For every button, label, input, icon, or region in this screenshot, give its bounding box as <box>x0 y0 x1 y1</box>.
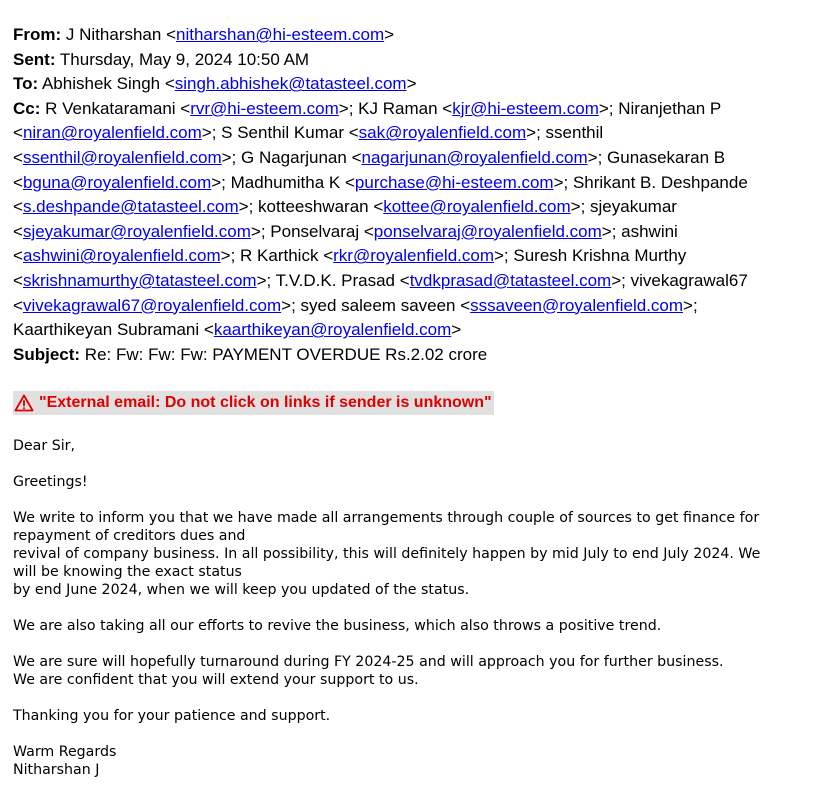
from-email-link[interactable]: nitharshan@hi-esteem.com <box>176 25 385 44</box>
cc-line: <skrishnamurthy@tatasteel.com>; T.V.D.K. Prasad <tvdkprasad@tatasteel.com>; vivekagrawal67 <box>13 270 748 290</box>
body-line: We write to inform you that we have made all arrangements through couple of sources to get finance for <box>13 510 760 526</box>
cc-email-link[interactable]: sjeyakumar@royalenfield.com <box>22 221 251 241</box>
cc-email-link[interactable]: rvr@hi-esteem.com <box>190 98 339 118</box>
cc-email-link[interactable]: niran@royalenfield.com <box>22 123 202 143</box>
sent-value: Thursday, May 9, 2024 10:50 AM <box>59 49 310 69</box>
sent-label: Sent: <box>13 49 56 69</box>
paragraph-revive: We are also taking all our efforts to revive the business, which also throws a positive trend. <box>13 618 662 634</box>
cc-email-link[interactable]: purchase@hi-esteem.com <box>354 172 554 192</box>
cc-line: Kaarthikeyan Subramani <kaarthikeyan@royalenfield.com> <box>13 320 462 340</box>
subject-line <box>13 343 818 368</box>
subject-label: Subject: <box>13 344 81 364</box>
cc-email-link[interactable]: rkr@royalenfield.com <box>333 246 494 266</box>
body-line: repayment of creditors dues and <box>13 528 246 544</box>
from-name: J Nitharshan <box>65 25 167 44</box>
cc-name: R Venkataramani <box>45 98 181 118</box>
cc-name: vivekagrawal67 <box>630 270 748 290</box>
cc-line: <ashwini@royalenfield.com>; R Karthick <rkr@royalenfield.com>; Suresh Krishna Murthy <box>13 246 687 266</box>
signature: Nitharshan J <box>13 762 100 778</box>
cc-email-link[interactable]: tvdkprasad@tatasteel.com <box>409 270 612 290</box>
body-line: by end June 2024, when we will keep you updated of the status. <box>13 582 470 598</box>
cc-name: Kaarthikeyan Subramani <box>13 320 204 340</box>
cc-name: Gunasekaran B <box>607 147 726 167</box>
subject-value: Re: Fw: Fw: Fw: PAYMENT OVERDUE Rs.2.02 crore <box>84 344 488 364</box>
cc-name: KJ Raman <box>358 98 443 118</box>
cc-email-link[interactable]: kaarthikeyan@royalenfield.com <box>213 320 452 340</box>
cc-label: Cc: <box>13 98 41 118</box>
cc-name: T.V.D.K. Prasad <box>275 270 400 290</box>
cc-line: <niran@royalenfield.com>; S Senthil Kumar <sak@royalenfield.com>; ssenthil <box>13 123 604 143</box>
to-email-link[interactable]: singh.abhishek@tatasteel.com <box>174 74 407 94</box>
to-label: To: <box>13 74 39 94</box>
body-line: will be knowing the exact status <box>13 564 242 580</box>
cc-email-link[interactable]: kjr@hi-esteem.com <box>452 98 599 118</box>
cc-name: Niranjethan P <box>618 98 722 118</box>
cc-line: <s.deshpande@tatasteel.com>; kotteeshwaran <kottee@royalenfield.com>; sjeyakumar <box>13 197 677 217</box>
body-line: revival of company business. In all possibility, this will definitely happen by mid July to end July 2024. We <box>13 546 761 562</box>
cc-name: sjeyakumar <box>590 197 677 217</box>
to-line: To: Abhishek Singh <singh.abhishek@tatasteel.com> <box>13 74 417 94</box>
cc-name: ashwini <box>621 221 678 241</box>
warning-text: "External email: Do not click on links if sender is unknown" <box>39 394 492 411</box>
body-line: We are confident that you will extend your support to us. <box>13 672 419 688</box>
cc-block <box>13 97 818 343</box>
cc-name: G Nagarjunan <box>241 147 352 167</box>
sent-line <box>13 48 818 73</box>
cc-name: S Senthil Kumar <box>221 123 349 143</box>
cc-name: Shrikant B. Deshpande <box>572 172 748 192</box>
cc-email-link[interactable]: vivekagrawal67@royalenfield.com <box>22 295 282 315</box>
cc-email-link[interactable]: ashwini@royalenfield.com <box>22 246 221 266</box>
from-label: From: <box>13 25 62 44</box>
to-name: Abhishek Singh <box>41 74 165 94</box>
cc-line: Cc: R Venkataramani <rvr@hi-esteem.com>; KJ Raman <kjr@hi-esteem.com>; Niranjethan P <box>13 98 722 118</box>
email-header <box>13 23 818 367</box>
closing: Warm Regards <box>13 744 117 760</box>
cc-line: <ssenthil@royalenfield.com>; G Nagarjunan <nagarjunan@royalenfield.com>; Gunasekaran B <box>13 147 726 167</box>
greetings-line: Greetings! <box>13 474 88 490</box>
greeting: Dear Sir, <box>13 438 75 454</box>
cc-name: Suresh Krishna Murthy <box>513 246 687 266</box>
cc-name: Ponselvaraj <box>270 221 364 241</box>
cc-email-link[interactable]: kottee@royalenfield.com <box>383 197 571 217</box>
cc-email-link[interactable]: s.deshpande@tatasteel.com <box>22 197 239 217</box>
cc-name: Madhumitha K <box>230 172 345 192</box>
cc-name: syed saleem saveen <box>300 295 461 315</box>
from-line: From: J Nitharshan <nitharshan@hi-esteem.com> <box>13 25 395 44</box>
body-line: We are sure will hopefully turnaround during FY 2024-25 and will approach you for further business. <box>13 654 724 670</box>
cc-email-link[interactable]: bguna@royalenfield.com <box>22 172 212 192</box>
cc-line: <sjeyakumar@royalenfield.com>; Ponselvaraj <ponselvaraj@royalenfield.com>; ashwini <box>13 221 678 241</box>
warning-triangle-icon <box>14 394 34 412</box>
cc-email-link[interactable]: sssaveen@royalenfield.com <box>470 295 684 315</box>
paragraph-turnaround <box>13 653 818 689</box>
cc-name: R Karthick <box>240 246 324 266</box>
thanks-line: Thanking you for your patience and support. <box>13 708 331 724</box>
paragraph-finance <box>13 509 818 599</box>
cc-email-link[interactable]: sak@royalenfield.com <box>358 123 527 143</box>
cc-name: ssenthil <box>545 123 604 143</box>
cc-name: kotteeshwaran <box>258 197 374 217</box>
external-email-warning-banner <box>13 391 494 415</box>
cc-line: <vivekagrawal67@royalenfield.com>; syed saleem saveen <sssaveen@royalenfield.com>; <box>13 295 698 315</box>
cc-email-link[interactable]: ponselvaraj@royalenfield.com <box>373 221 602 241</box>
cc-line: <bguna@royalenfield.com>; Madhumitha K <purchase@hi-esteem.com>; Shrikant B. Deshpande <box>13 172 748 192</box>
cc-email-link[interactable]: nagarjunan@royalenfield.com <box>361 147 588 167</box>
email-body <box>13 437 818 779</box>
cc-email-link[interactable]: skrishnamurthy@tatasteel.com <box>22 270 257 290</box>
cc-email-link[interactable]: ssenthil@royalenfield.com <box>22 147 222 167</box>
